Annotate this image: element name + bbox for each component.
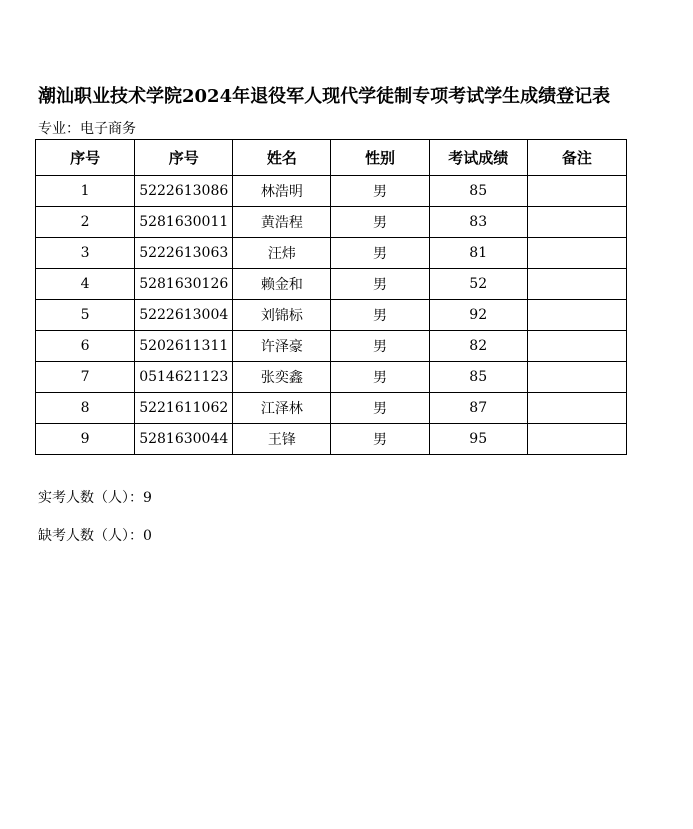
present-count-line: 实考人数（人）：9 <box>38 490 152 506</box>
cell-student-id: 5281630126 <box>135 269 233 300</box>
cell-score: 81 <box>429 238 527 269</box>
table-row <box>36 424 627 455</box>
cell-index: 6 <box>36 331 135 362</box>
cell-remarks <box>527 300 626 331</box>
header-gender: 性别 <box>331 140 429 176</box>
cell-index: 5 <box>36 300 135 331</box>
score-table <box>35 139 627 455</box>
cell-index: 1 <box>36 176 135 207</box>
cell-index: 9 <box>36 424 135 455</box>
cell-index: 8 <box>36 393 135 424</box>
cell-student-id: 5281630044 <box>135 424 233 455</box>
header-name: 姓名 <box>233 140 331 176</box>
cell-name: 江泽林 <box>233 393 331 424</box>
table-row <box>36 300 627 331</box>
cell-gender: 男 <box>331 331 429 362</box>
table-row <box>36 331 627 362</box>
cell-score: 82 <box>429 331 527 362</box>
cell-score: 92 <box>429 300 527 331</box>
cell-student-id: 0514621123 <box>135 362 233 393</box>
cell-name: 赖金和 <box>233 269 331 300</box>
table-row <box>36 207 627 238</box>
absent-count-line: 缺考人数（人）：0 <box>38 528 152 544</box>
cell-remarks <box>527 393 626 424</box>
cell-name: 王锋 <box>233 424 331 455</box>
cell-remarks <box>527 238 626 269</box>
cell-gender: 男 <box>331 207 429 238</box>
cell-gender: 男 <box>331 176 429 207</box>
cell-score: 83 <box>429 207 527 238</box>
cell-score: 85 <box>429 176 527 207</box>
cell-name: 张奕鑫 <box>233 362 331 393</box>
cell-name: 刘锦标 <box>233 300 331 331</box>
cell-remarks <box>527 424 626 455</box>
header-student-id: 序号 <box>135 140 233 176</box>
cell-score: 85 <box>429 362 527 393</box>
cell-name: 黄浩程 <box>233 207 331 238</box>
cell-score: 95 <box>429 424 527 455</box>
cell-student-id: 5222613086 <box>135 176 233 207</box>
cell-remarks <box>527 331 626 362</box>
header-index: 序号 <box>36 140 135 176</box>
cell-gender: 男 <box>331 362 429 393</box>
cell-score: 52 <box>429 269 527 300</box>
cell-remarks <box>527 269 626 300</box>
cell-remarks <box>527 176 626 207</box>
cell-name: 许泽豪 <box>233 331 331 362</box>
table-row <box>36 393 627 424</box>
cell-student-id: 5222613063 <box>135 238 233 269</box>
cell-gender: 男 <box>331 238 429 269</box>
table-row <box>36 269 627 300</box>
cell-gender: 男 <box>331 424 429 455</box>
header-score: 考试成绩 <box>429 140 527 176</box>
cell-name: 汪炜 <box>233 238 331 269</box>
cell-gender: 男 <box>331 300 429 331</box>
cell-student-id: 5222613004 <box>135 300 233 331</box>
cell-student-id: 5202611311 <box>135 331 233 362</box>
cell-gender: 男 <box>331 269 429 300</box>
cell-index: 3 <box>36 238 135 269</box>
cell-student-id: 5221611062 <box>135 393 233 424</box>
cell-remarks <box>527 207 626 238</box>
cell-name: 林浩明 <box>233 176 331 207</box>
table-row <box>36 176 627 207</box>
table-row <box>36 362 627 393</box>
cell-index: 7 <box>36 362 135 393</box>
document-title: 潮汕职业技术学院2024年退役军人现代学徒制专项考试学生成绩登记表 <box>38 86 611 107</box>
major-label: 专业：电子商务 <box>38 121 136 137</box>
cell-gender: 男 <box>331 393 429 424</box>
cell-score: 87 <box>429 393 527 424</box>
cell-index: 4 <box>36 269 135 300</box>
table-row <box>36 238 627 269</box>
table-header-row <box>36 140 627 176</box>
header-remarks: 备注 <box>527 140 626 176</box>
cell-index: 2 <box>36 207 135 238</box>
cell-student-id: 5281630011 <box>135 207 233 238</box>
cell-remarks <box>527 362 626 393</box>
